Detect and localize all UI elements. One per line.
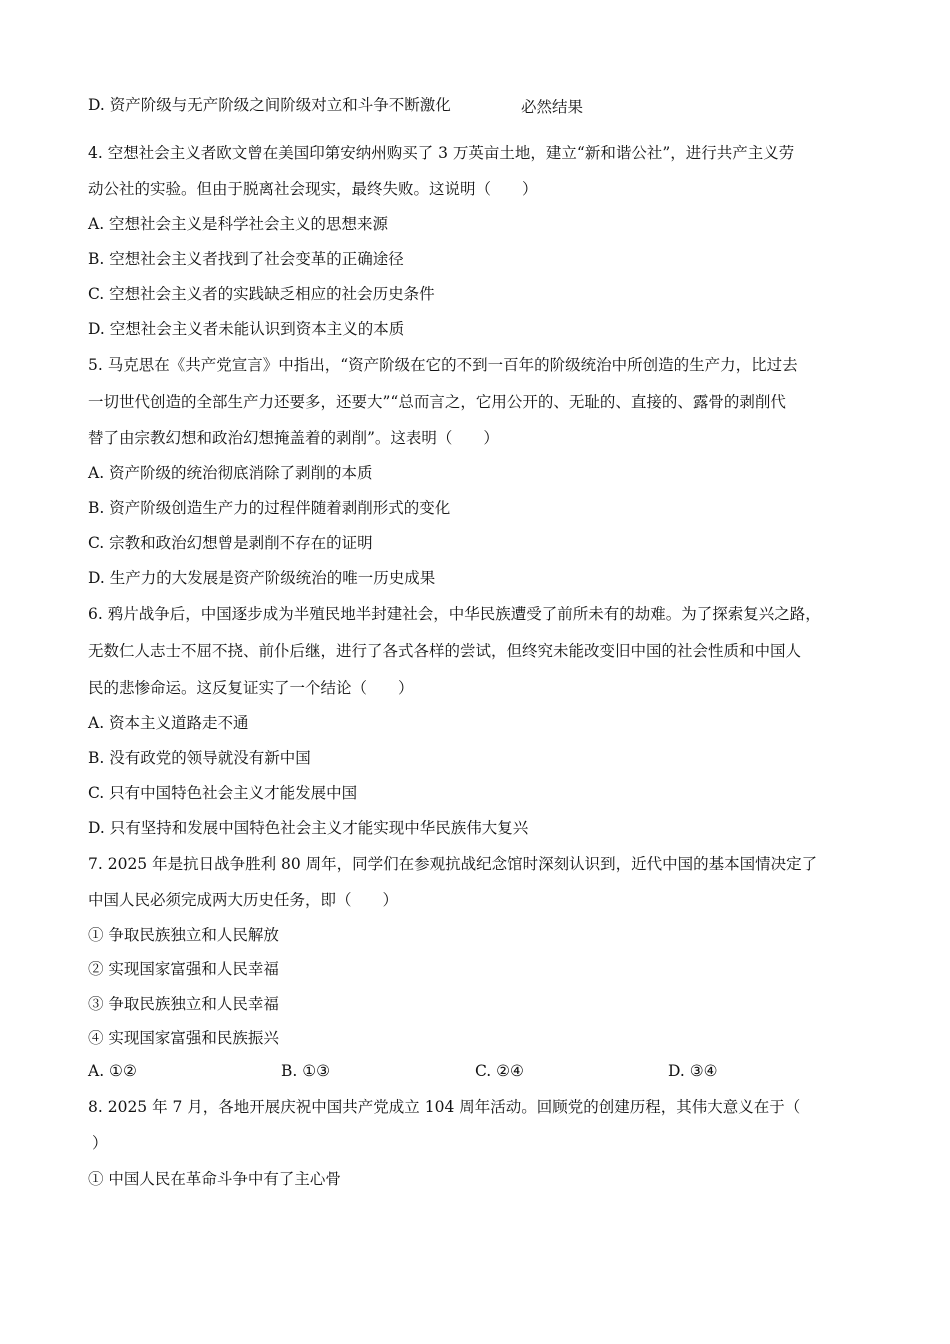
- q6-option-a: A. 资本主义道路走不通: [88, 714, 249, 732]
- q6-stem-line1: 6. 鸦片战争后，中国逐步成为半殖民地半封建社会，中华民族遭受了前所未有的劫难。为了探索复兴之路，: [88, 605, 821, 623]
- q8-stem-line1: 8. 2025 年 7 月，各地开展庆祝中国共产党成立 104 周年活动。回顾党的创建历程，其伟大意义在于（: [88, 1098, 801, 1116]
- q5-option-c: C. 宗教和政治幻想曾是剥削不存在的证明: [88, 534, 373, 552]
- q7-item-2: ② 实现国家富强和人民幸福: [88, 960, 279, 978]
- q5-option-a: A. 资产阶级的统治彻底消除了剥削的本质: [88, 464, 373, 482]
- q5-stem-line3: 替了由宗教幻想和政治幻想掩盖着的剥削”。这表明（ ）: [88, 429, 499, 447]
- q6-option-b: B. 没有政党的领导就没有新中国: [88, 749, 311, 767]
- q6-option-c: C. 只有中国特色社会主义才能发展中国: [88, 784, 358, 802]
- q4-stem-line2: 动公社的实验。但由于脱离社会现实，最终失败。这说明（ ）: [88, 180, 538, 198]
- q3-option-d-tail: 必然结果: [521, 98, 584, 116]
- q5-stem-line2: 一切世代创造的全部生产力还要多，还要大”“总而言之，它用公开的、无耻的、直接的、露骨的剥削代: [88, 393, 786, 411]
- q7-option-d: D. ③④: [668, 1062, 718, 1080]
- q7-item-3: ③ 争取民族独立和人民幸福: [88, 995, 279, 1013]
- q8-stem-line2: ）: [92, 1134, 108, 1152]
- q4-option-d: D. 空想社会主义者未能认识到资本主义的本质: [88, 320, 405, 338]
- q6-option-d: D. 只有坚持和发展中国特色社会主义才能实现中华民族伟大复兴: [88, 819, 529, 837]
- q4-option-b: B. 空想社会主义者找到了社会变革的正确途径: [88, 250, 404, 268]
- q4-option-a: A. 空想社会主义是科学社会主义的思想来源: [88, 215, 389, 233]
- q8-item-1: ① 中国人民在革命斗争中有了主心骨: [88, 1170, 341, 1188]
- q7-stem-line1: 7. 2025 年是抗日战争胜利 80 周年，同学们在参观抗战纪念馆时深刻认识到，近代中国的基本国情决定了: [88, 855, 818, 873]
- q4-option-c: C. 空想社会主义者的实践缺乏相应的社会历史条件: [88, 285, 435, 303]
- q3-option-d: D. 资产阶级与无产阶级之间阶级对立和斗争不断激化: [88, 96, 451, 114]
- q5-option-d: D. 生产力的大发展是资产阶级统治的唯一历史成果: [88, 569, 436, 587]
- q7-options-row: [88, 1062, 868, 1082]
- q7-option-a: A. ①②: [88, 1062, 137, 1080]
- q7-option-c: C. ②④: [475, 1062, 524, 1080]
- q5-option-b: B. 资产阶级创造生产力的过程伴随着剥削形式的变化: [88, 499, 451, 517]
- q7-item-1: ① 争取民族独立和人民解放: [88, 926, 279, 944]
- q7-option-b: B. ①③: [281, 1062, 331, 1080]
- q7-item-4: ④ 实现国家富强和民族振兴: [88, 1029, 279, 1047]
- q5-stem-line1: 5. 马克思在《共产党宣言》中指出，“资产阶级在它的不到一百年的阶级统治中所创造的生产力，比过去: [88, 356, 798, 374]
- q4-stem-line1: 4. 空想社会主义者欧文曾在美国印第安纳州购买了 3 万英亩土地，建立“新和谐公社”，进行共产主义劳: [88, 144, 795, 162]
- q6-stem-line3: 民的悲惨命运。这反复证实了一个结论（ ）: [88, 679, 414, 697]
- q6-stem-line2: 无数仁人志士不屈不挠、前仆后继，进行了各式各样的尝试，但终究未能改变旧中国的社会性质和中国人: [88, 642, 802, 660]
- q7-stem-line2: 中国人民必须完成两大历史任务，即（ ）: [88, 891, 399, 909]
